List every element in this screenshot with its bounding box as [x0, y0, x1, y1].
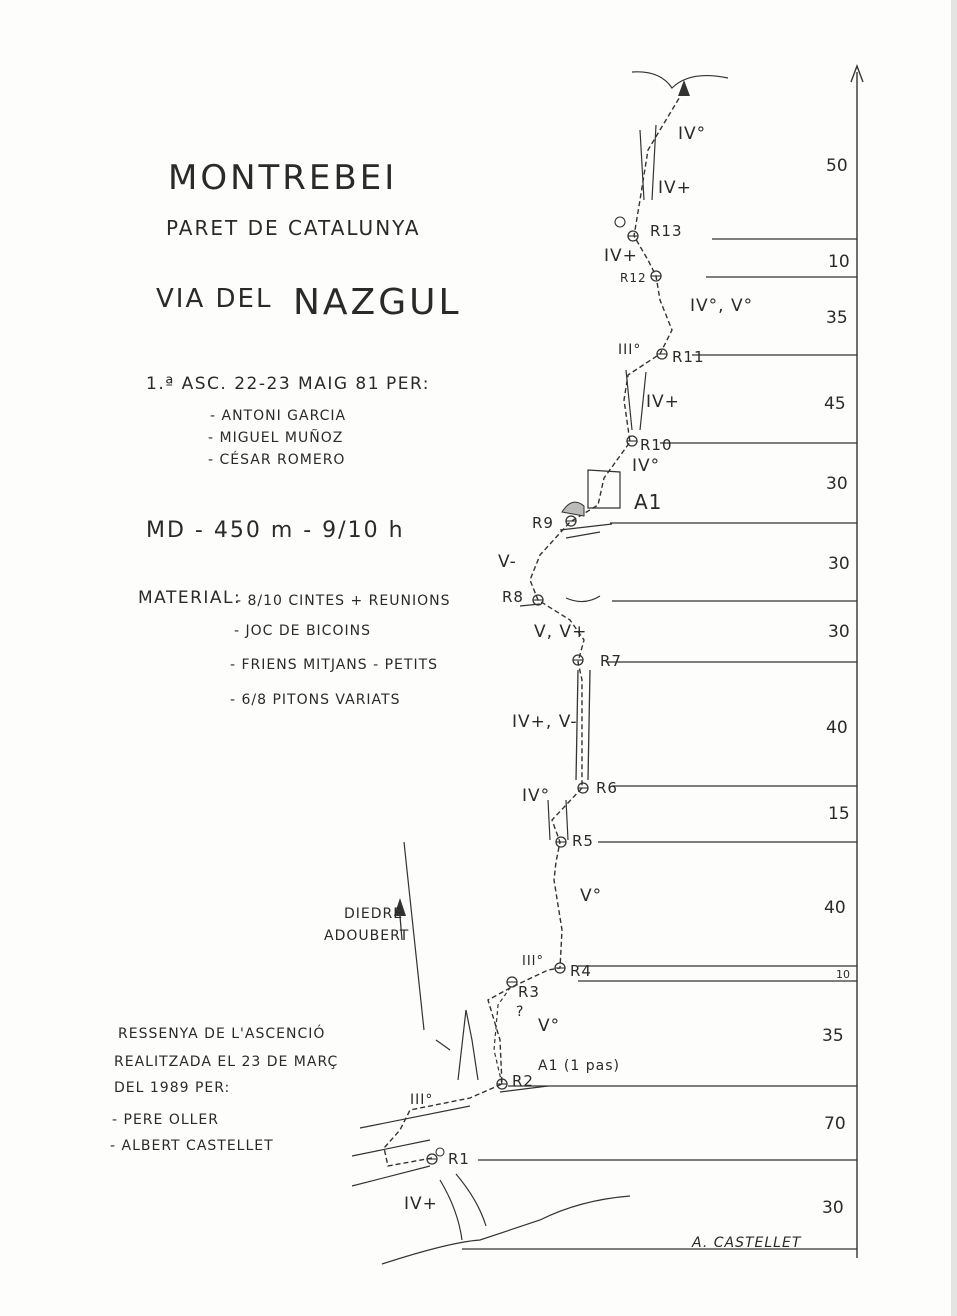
- ledge-r8: [520, 596, 600, 606]
- relay-label-r11: R11: [672, 348, 705, 366]
- pitch-length: 35: [826, 308, 848, 328]
- pitch-length: 15: [828, 804, 850, 824]
- pitch-length: 50: [826, 156, 848, 176]
- pitch-length: 40: [826, 718, 848, 738]
- pitch-length: 30: [826, 474, 848, 494]
- aid-label-a1-r2: A1 (1 pas): [538, 1058, 620, 1074]
- pitch-length: 10: [828, 252, 850, 272]
- grade-label: IV+: [646, 392, 680, 412]
- material-item: - JOC DE BICOINS: [234, 623, 371, 639]
- report-climber: - PERE OLLER: [112, 1112, 220, 1128]
- route-name: NAZGUL: [293, 282, 462, 323]
- pitch-length: 10: [836, 968, 850, 981]
- signature: A. CASTELLET: [692, 1235, 802, 1251]
- report-line: RESSENYA DE L'ASCENCIÓ: [118, 1026, 326, 1042]
- grade-label: III°: [522, 954, 545, 969]
- relay-label-r8: R8: [502, 588, 524, 606]
- base-slabs: [382, 1174, 630, 1264]
- grade-label: IV°: [522, 786, 551, 806]
- grade-label: IV+, V-: [512, 712, 578, 732]
- pitch-length: 30: [822, 1198, 844, 1218]
- relay-label-r12: R12: [620, 271, 647, 285]
- report-climber: - ALBERT CASTELLET: [110, 1138, 274, 1154]
- tree-icon: [436, 1148, 444, 1156]
- grade-label: IV+: [404, 1194, 438, 1214]
- relay-label-r4: R4: [570, 962, 592, 980]
- report-line: REALITZADA EL 23 DE MARÇ: [114, 1054, 339, 1070]
- route-path-variant: [494, 985, 512, 1084]
- wall-subtitle: PARET DE CATALUNYA: [166, 216, 421, 240]
- pitch-length: 70: [824, 1114, 846, 1134]
- route-prefix: VIA DEL: [156, 284, 273, 314]
- aid-label-a1: A1: [634, 490, 663, 514]
- grade-label: IV+: [658, 178, 692, 198]
- ledge-r9: [560, 524, 612, 538]
- relay-label-r6: R6: [596, 779, 618, 797]
- relay-label-r3: R3: [518, 983, 540, 1001]
- pitch-length: 35: [822, 1026, 844, 1046]
- material-item: - 6/8 PITONS VARIATS: [230, 692, 401, 708]
- relay-label-r10: R10: [640, 436, 673, 454]
- grade-label: IV°: [678, 124, 707, 144]
- crag-title: MONTREBEI: [168, 158, 398, 198]
- relay-label-r1: R1: [448, 1150, 470, 1168]
- first-ascent-climber: - ANTONI GARCIA: [210, 408, 347, 424]
- grade-label: V°: [538, 1016, 561, 1036]
- grade-label: IV°, V°: [690, 296, 754, 316]
- grade-label: V°: [580, 886, 603, 906]
- relay-label-r5: R5: [572, 832, 594, 850]
- grade-label: IV°: [632, 456, 661, 476]
- grade-label: V, V+: [534, 622, 588, 642]
- adoubert-label: ADOUBERT: [324, 928, 410, 944]
- relay-label-r2: R2: [512, 1072, 534, 1090]
- first-ascent-per: PER:: [386, 374, 431, 394]
- grade-label: V-: [498, 552, 517, 572]
- report-line: DEL 1989 PER:: [114, 1080, 231, 1096]
- ledge-r1-band: [352, 1106, 470, 1186]
- pitch-length: 30: [828, 622, 850, 642]
- material-item: - 8/10 CINTES + REUNIONS: [236, 593, 451, 609]
- relay-label-r7: R7: [600, 652, 622, 670]
- first-ascent-climber: - MIGUEL MUÑOZ: [208, 430, 344, 446]
- first-ascent-line: 1.ª ASC. 22-23 MAIG 81: [146, 374, 381, 394]
- material-item: - FRIENS MITJANS - PETITS: [230, 657, 439, 673]
- pitch-length: 40: [824, 898, 846, 918]
- relay-label-r9: R9: [532, 514, 554, 532]
- grade-label: III°: [410, 1092, 434, 1108]
- left-flake: [436, 1010, 478, 1080]
- first-ascent-climber: - CÉSAR ROMERO: [208, 452, 346, 468]
- diedre-label: DIEDRE: [344, 906, 404, 922]
- roof-a1: [588, 470, 620, 508]
- tree-icon: [615, 217, 625, 227]
- pitch-length: 30: [828, 554, 850, 574]
- grade-label: III°: [618, 342, 642, 358]
- relay-label-r13: R13: [650, 222, 683, 240]
- uncertain-mark: ?: [516, 1004, 525, 1020]
- pitch-length: 45: [824, 394, 846, 414]
- material-label: MATERIAL:: [138, 588, 242, 608]
- chimney-r7-r6: [576, 670, 590, 780]
- summit-notch: [632, 72, 728, 88]
- boulder-icon: [562, 502, 584, 516]
- route-summary: MD - 450 m - 9/10 h: [146, 518, 405, 543]
- crack-r11-r10: [626, 370, 646, 430]
- grade-label: IV+: [604, 246, 638, 266]
